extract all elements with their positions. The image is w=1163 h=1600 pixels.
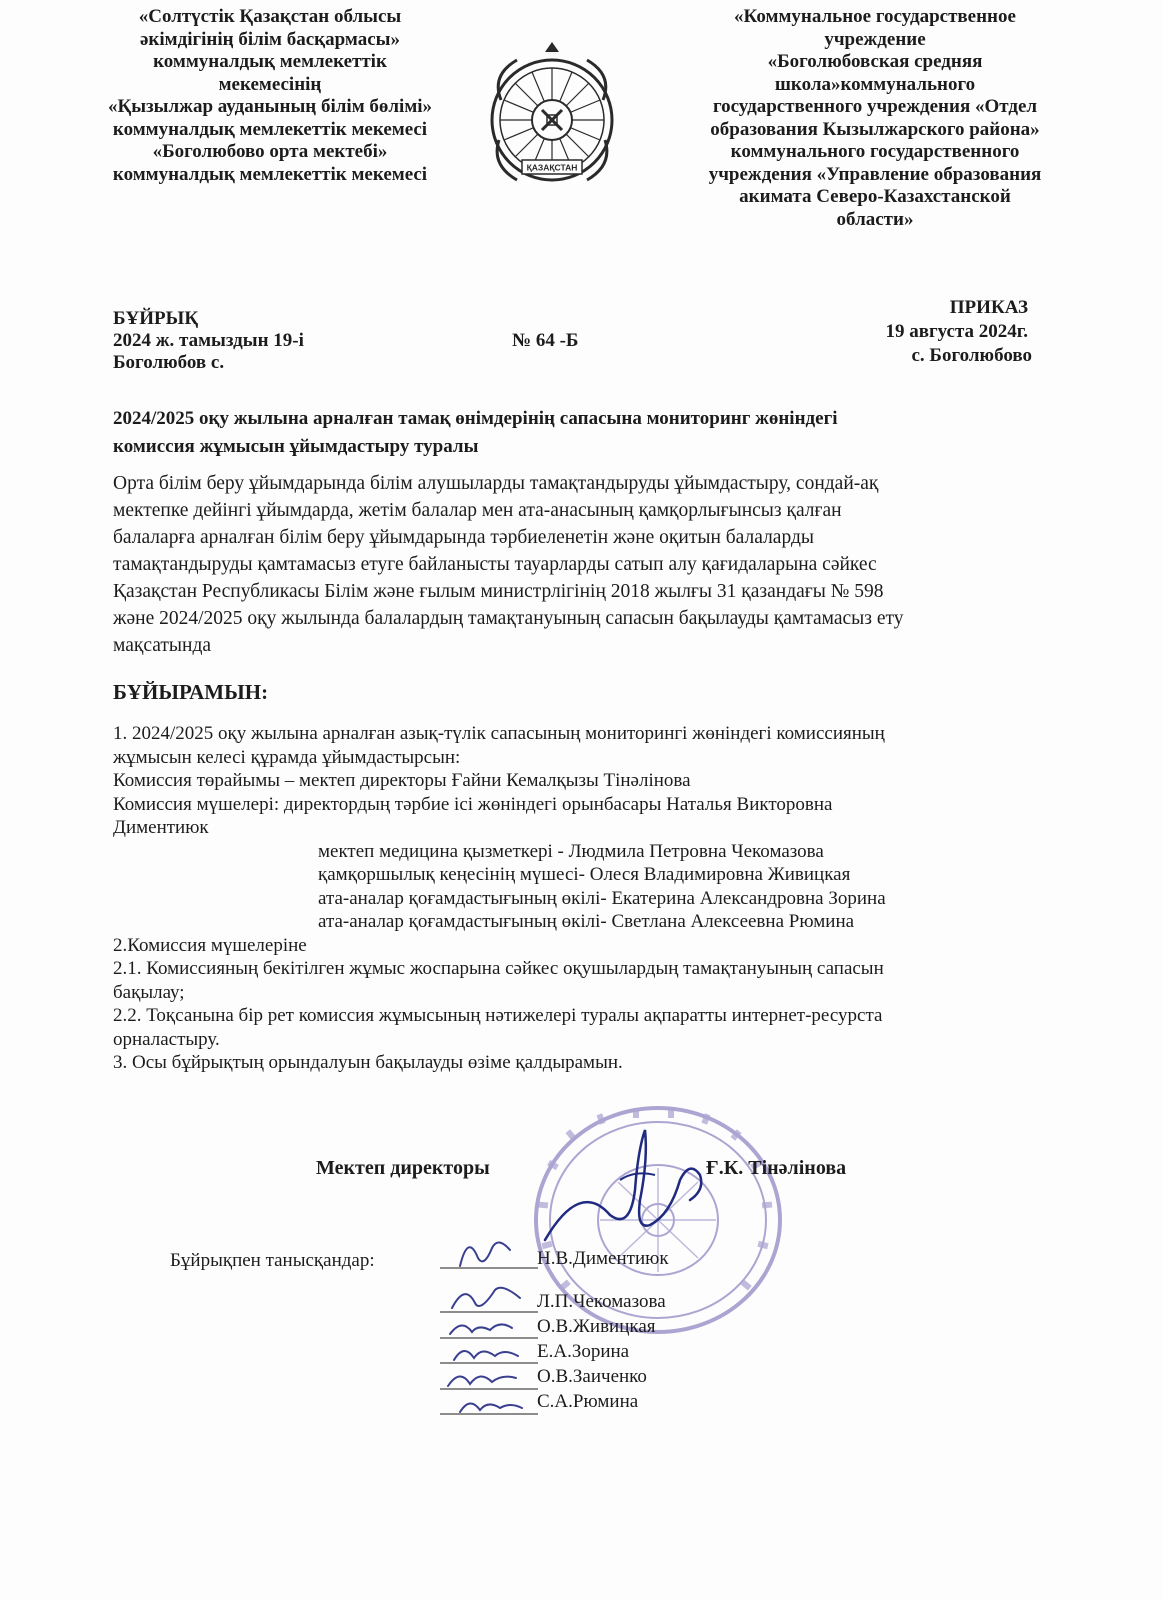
- header-right-line: учреждение: [824, 28, 926, 50]
- preamble-line: мақсатында: [113, 635, 212, 656]
- preamble-line: және 2024/2025 оқу жылында балалардың тамақтануының сапасын бақылауды қамтамасыз ету: [113, 608, 904, 629]
- order-ru-block: [830, 296, 1040, 368]
- director-title: Мектеп директоры: [316, 1157, 490, 1179]
- preamble-line: тамақтандыруды қамтамасыз етуге байланысты тауарларды сатып алу қағидаларына сәйкес: [113, 554, 877, 575]
- header-right-line: образования Кызылжарского района»: [710, 118, 1040, 140]
- header-right-line: учреждения «Управление образования: [708, 163, 1042, 185]
- preamble-line: Орта білім беру ұйымдарында білім алушыларды тамақтандыруды ұйымдастыру, сондай-ақ: [113, 473, 879, 494]
- order-subject: [113, 405, 838, 461]
- header-left-line: әкімдігінің білім басқармасы»: [140, 28, 400, 50]
- order-kz-date: 2024 ж. тамыздын 19-і: [113, 330, 304, 351]
- header-left-line: коммуналдық мемлекеттік: [153, 51, 387, 72]
- item-1-line: жұмысын келесі құрамда ұйымдастырсын:: [113, 746, 461, 768]
- ack-signature-area: [440, 1228, 540, 1428]
- subject-line: комиссия жұмысын ұйымдастыру туралы: [113, 436, 479, 457]
- handwritten-signature-icon: [540, 1120, 720, 1250]
- ack-name: Л.П.Чекомазова: [537, 1291, 666, 1312]
- director-name: Ғ.К. Тінәлінова: [706, 1157, 847, 1179]
- order-ru-title: ПРИКАЗ: [949, 297, 1028, 318]
- header-right-line: школа»коммунального: [774, 73, 976, 95]
- item-3: 3. Осы бұйрықтың орындалуын бақылауды өзіме қалдырамын.: [113, 1052, 623, 1073]
- ack-name: Е.А.Зорина: [537, 1341, 630, 1362]
- ack-name: О.В.Заиченко: [537, 1366, 647, 1387]
- item-2-1-line: бақылау;: [113, 981, 185, 1003]
- commission-member: ата-аналар қоғамдастығының өкілі- Екатерина Александровна Зорина: [318, 887, 886, 909]
- item-1-line: 1. 2024/2025 оқу жылына арналған азық-түлік сапасының мониторингі жөніндегі комиссияның: [113, 723, 885, 744]
- order-number: № 64 -Б: [512, 330, 579, 351]
- commission-member: мектеп медицина қызметкері - Людмила Петровна Чекомазова: [318, 840, 824, 862]
- ack-name: Н.В.Диментиюк: [537, 1248, 669, 1269]
- header-right-line: «Коммунальное государственное: [734, 6, 1016, 27]
- header-right-ru: [660, 6, 1090, 231]
- commission-member: ата-аналар қоғамдастығының өкілі- Светлана Алексеевна Рюмина: [318, 911, 855, 932]
- commission-members-cont: Диментиюк: [113, 817, 209, 838]
- commission-members-label: Комиссия мүшелері: директордың тәрбие ісі жөніндегі орынбасары Наталья Викторовна: [113, 793, 833, 815]
- kazakhstan-state-emblem-icon: [487, 40, 617, 200]
- header-left-kz: [60, 6, 480, 186]
- acknowledgement-names: [537, 1246, 669, 1414]
- preamble-line: балаларға арналған білім беру ұйымдарында тәрбиеленетін және оқитын балаларды: [113, 527, 814, 548]
- item-2: 2.Комиссия мүшелеріне: [113, 934, 307, 956]
- commission-chair: Комиссия төрайымы – мектеп директоры Ғайни Кемалқызы Тінәлінова: [113, 770, 691, 791]
- order-kz-title: БҰЙРЫҚ: [113, 308, 199, 329]
- header-left-line: «Боголюбово орта мектебі»: [152, 141, 388, 162]
- preamble-line: мектепке дейінгі ұйымдарда, жетім балалар мен ата-анасының қамқорлығынсыз қалған: [113, 500, 842, 521]
- order-kz-block: [113, 308, 304, 374]
- header-right-line: коммунального государственного: [730, 141, 1020, 162]
- order-ru-place: с. Боголюбово: [911, 345, 1032, 366]
- header-left-line: мекемесінің: [218, 73, 322, 95]
- header-right-line: государственного учреждения «Отдел: [712, 96, 1038, 117]
- order-items: [113, 722, 886, 1075]
- header-left-line: коммуналдық мемлекеттік мекемесі: [112, 118, 428, 140]
- header-left-line: «Қызылжар ауданының білім бөлімі»: [107, 96, 433, 117]
- order-ru-date: 19 августа 2024г.: [885, 321, 1028, 342]
- preamble: [113, 470, 904, 659]
- commission-member: қамқоршылық кеңесінің мүшесі- Олеся Владимировна Живицкая: [318, 864, 851, 885]
- item-2-2-line: орналастыру.: [113, 1028, 220, 1050]
- acknowledgement-label: Бұйрықпен танысқандар:: [170, 1250, 375, 1271]
- header-right-line: «Боголюбовская средняя: [767, 51, 983, 72]
- order-word: БҰЙЫРАМЫН:: [113, 680, 269, 704]
- ack-name: С.А.Рюмина: [537, 1391, 639, 1412]
- header-left-line: «Солтүстік Қазақстан облысы: [138, 6, 402, 27]
- subject-line: 2024/2025 оқу жылына арналған тамақ өнімдерінің сапасына мониторинг жөніндегі: [113, 408, 838, 429]
- ack-name: О.В.Живицкая: [537, 1316, 656, 1337]
- header-right-line: акимата Северо-Казахстанской: [739, 186, 1011, 207]
- ack-spacer: [537, 1271, 669, 1289]
- order-kz-place: Боголюбов с.: [113, 352, 225, 373]
- emblem-text: ҚАЗАҚСТАН: [526, 162, 578, 173]
- item-2-1-line: 2.1. Комиссияның бекітілген жұмыс жоспарына сәйкес оқушылардың тамақтануының сапасын: [113, 958, 884, 979]
- preamble-line: Қазақстан Республикасы Білім және ғылым министрлігінің 2018 жылғы 31 қазандағы № 598: [113, 581, 884, 602]
- header-right-line: области»: [836, 208, 914, 230]
- item-2-2-line: 2.2. Тоқсанына бір рет комиссия жұмысының нәтижелері туралы ақпаратты интернет-ресурста: [113, 1005, 883, 1026]
- header-left-line: коммуналдық мемлекеттік мекемесі: [112, 163, 428, 185]
